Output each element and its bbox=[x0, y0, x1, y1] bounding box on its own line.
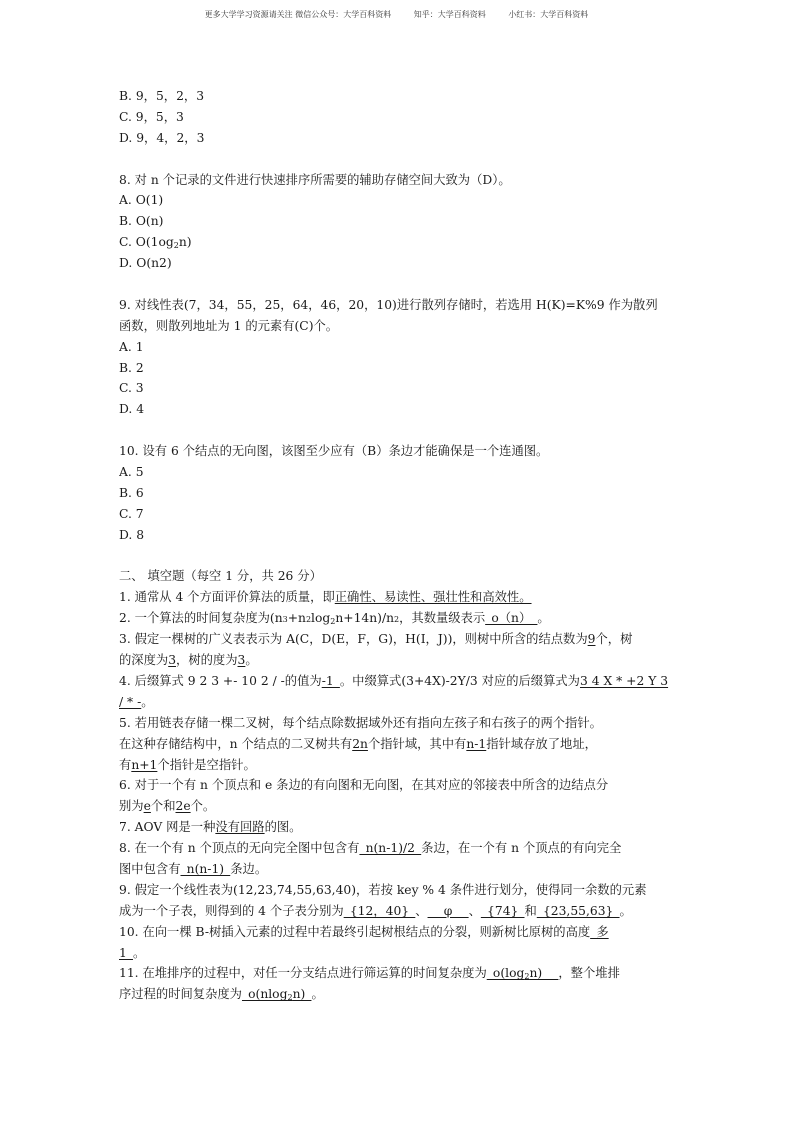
fill-3-answer-depth: 3 bbox=[168, 653, 177, 668]
fill-5-answer-fields: 2n bbox=[352, 736, 368, 751]
fill-3-line1: 3. 假定一棵树的广义表表示为 A(C，D(E，F，G)，H(I，J))，则树中所含的结点数为9个，树 bbox=[119, 632, 633, 647]
fill-5-line2: 在这种存储结构中，n 个结点的二叉树共有2n个指针域，其中有n-1指针域存放了地址， bbox=[119, 736, 597, 751]
fill-9-answer-4: _{23,55,63}_ bbox=[536, 903, 620, 918]
q9-question-line2: 函数，则散列地址为 1 的元素有(C)个。 bbox=[119, 318, 339, 333]
fill-9-line2: 成为一个子表，则得到的 4 个子表分别为_{12，40}_、_ _φ_ _、_{74}_和_{23,55,63}_。 bbox=[119, 903, 632, 918]
q8-option-c: C. $O(1og_2n)$ bbox=[119, 235, 192, 251]
fill-7: 7. AOV 网是一种没有回路的图。 bbox=[119, 820, 302, 835]
q7-option-c: C. 9，5，3 bbox=[119, 109, 184, 124]
q8-option-a: A. O(1) bbox=[119, 193, 164, 208]
fill-3-answer-degree: 3 bbox=[237, 653, 246, 668]
fill-2-answer: _o（n）_ bbox=[485, 611, 538, 626]
q9-option-a: A. 1 bbox=[119, 339, 144, 354]
fill-8-line1: 8. 在一个有 n 个顶点的无向完全图中包含有_n(n-1)/2_条边，在一个有 n 个顶点的有向完全 bbox=[119, 841, 622, 856]
fill-10-answer: _多 bbox=[590, 924, 609, 939]
fill-6-line1: 6. 对于一个有 n 个顶点和 e 条边的有向图和无向图，在其对应的邻接表中所含的边结点分 bbox=[119, 778, 609, 793]
q9-option-d: D. 4 bbox=[119, 402, 145, 417]
fill-5-answer-null: n+1 bbox=[131, 757, 158, 772]
q8-question: 8. 对 n 个记录的文件进行快速排序所需要的辅助存储空间大致为（D）。 bbox=[119, 172, 511, 187]
fill-11-answer-sift: $\_o(\log_2n)\_$ _ bbox=[486, 966, 559, 982]
fill-8-answer-directed: _n(n-1)_ bbox=[180, 861, 231, 876]
q7-option-b: B. 9，5，2，3 bbox=[119, 89, 205, 103]
section-title: 二、 填空题（每空 1 分，共 26 分） bbox=[119, 569, 322, 584]
fill-1-answer: 正确性、易读性、强壮性和高效性。 bbox=[334, 590, 532, 605]
q8-option-b: B. O(n) bbox=[119, 214, 164, 229]
fill-5-line1: 5. 若用链表存储一棵二叉树，每个结点除数据域外还有指向左孩子和右孩子的两个指针。 bbox=[119, 715, 602, 730]
fill-8-line2: 图中包含有_n(n-1)_条边。 bbox=[119, 861, 268, 876]
fill-4-answer-postfix: 3 4 X * +2 Y 3 bbox=[579, 673, 669, 688]
fill-7-answer: 没有回路 bbox=[215, 820, 265, 835]
fill-8-answer-undirected: _n(n-1)/2_ bbox=[359, 841, 422, 856]
fill-4-line1: 4. 后缀算式 9 2 3 +- 10 2 / -的值为-1_。中缀算式(3+4X)-2Y/3 对应的后缀算式为3 4 X * +2 Y 3 bbox=[119, 673, 669, 688]
document-body bbox=[119, 86, 679, 1005]
fill-6-answer-undirected: 2e bbox=[175, 799, 191, 814]
header-zhihu: 知乎：大学百科资料 bbox=[413, 10, 486, 19]
fill-1: 1. 通常从 4 个方面评价算法的质量，即正确性、易读性、强壮性和高效性。 bbox=[119, 590, 532, 605]
page-header bbox=[0, 9, 793, 20]
fill-10-answer-cont: 1_ bbox=[119, 945, 133, 960]
q8-option-d: D. O(n2) bbox=[119, 256, 172, 271]
q10-option-a: A. 5 bbox=[119, 465, 144, 480]
fill-11-line2: 序过程的时间复杂度为_o(nlog$_2$n)_。 bbox=[119, 987, 324, 1003]
fill-9-answer-2: _ _φ_ _ bbox=[427, 903, 469, 918]
q10-question: 10. 设有 6 个结点的无向图，该图至少应有（B）条边才能确保是一个连通图。 bbox=[119, 444, 549, 459]
fill-6-line2: 别为e个和2e个。 bbox=[119, 799, 216, 814]
fill-6-answer-directed: e bbox=[143, 799, 151, 814]
q9-option-b: B. 2 bbox=[119, 360, 144, 375]
fill-2: 2. 一个算法的时间复杂度为$(n3+n2\log_2n+14n)/n2$，其数量级表示_o（n）_。 bbox=[119, 611, 550, 627]
fill-11-line1: 11. 在堆排序的过程中，对任一分支结点进行筛运算的时间复杂度为$\_o(\log_2n)\_$ _，整个堆排 bbox=[119, 966, 620, 982]
fill-3-line2: 的深度为3，树的度为3。 bbox=[119, 653, 258, 668]
fill-4-answer-postfix-cont: / * - bbox=[119, 694, 142, 709]
fill-10-line1: 10. 在向一棵 B-树插入元素的过程中若最终引起树根结点的分裂，则新树比原树的高度_多 bbox=[119, 924, 609, 939]
header-xiaohongshu: 小红书：大学百科资料 bbox=[508, 10, 589, 19]
q10-option-d: D. 8 bbox=[119, 527, 145, 542]
fill-4-answer-value: -1_ bbox=[321, 673, 340, 688]
fill-10-line2: 1_。 bbox=[119, 945, 146, 960]
fill-9-answer-1: _{12，40}_ bbox=[343, 903, 416, 918]
fill-9-answer-3: _{74}_ bbox=[480, 903, 525, 918]
q10-option-c: C. 7 bbox=[119, 506, 144, 521]
fill-11-answer-heapsort: _o(nlog$_2$n)_ bbox=[241, 987, 312, 1003]
fill-5-line3: 有n+1个指针是空指针。 bbox=[119, 757, 256, 772]
q9-option-c: C. 3 bbox=[119, 381, 144, 396]
fill-4-line2: / * -。 bbox=[119, 694, 154, 709]
header-wechat: 更多大学学习资源请关注 微信公众号：大学百科资料 bbox=[204, 10, 392, 19]
fill-5-answer-used: n-1 bbox=[466, 736, 487, 751]
fill-9-line1: 9. 假定一个线性表为(12,23,74,55,63,40)，若按 key % 4 条件进行划分，使得同一余数的元素 bbox=[119, 882, 647, 897]
fill-3-answer-nodes: 9 bbox=[587, 632, 596, 647]
q9-question-line1: 9. 对线性表(7，34，55，25，64，46，20，10)进行散列存储时，若选用 H(K)=K%9 作为散列 bbox=[119, 297, 658, 312]
q10-option-b: B. 6 bbox=[119, 485, 144, 500]
q7-option-d: D. 9，4，2，3 bbox=[119, 130, 205, 145]
